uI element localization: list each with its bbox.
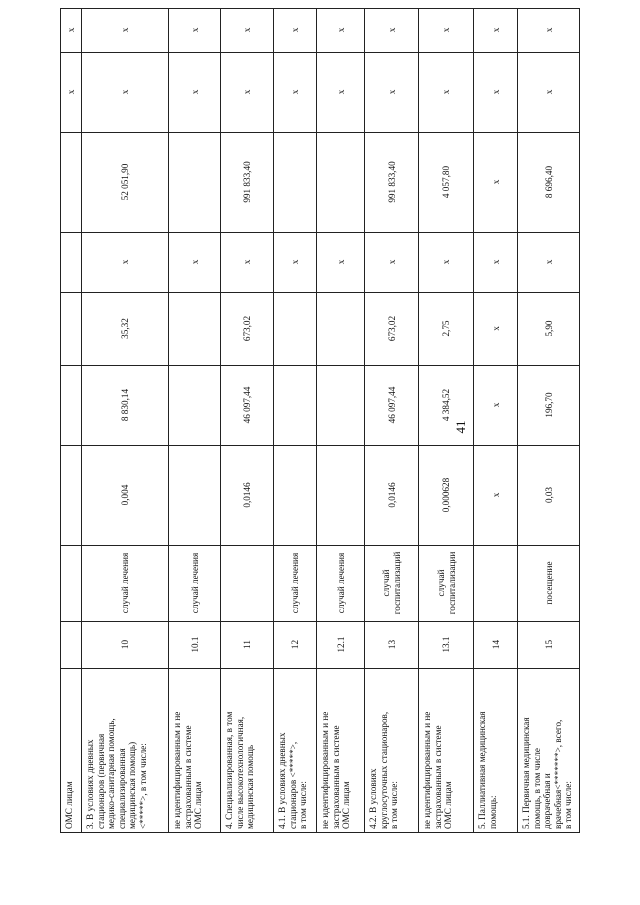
table-cell-cost-per-unit — [364, 365, 418, 445]
table-cell-per-capita-x — [418, 232, 473, 292]
table-cell-line-number — [220, 621, 273, 668]
table-cell-norm — [273, 445, 316, 545]
cell-text: 52 051,90 — [120, 163, 131, 201]
cell-text: х — [490, 259, 501, 265]
cell-text: х — [290, 89, 301, 95]
table-cell-norm — [168, 445, 220, 545]
table-cell-cost-per-unit — [418, 365, 473, 445]
table-cell-x — [418, 8, 473, 52]
cell-text: случай госпитализаций — [381, 551, 402, 615]
cell-text: х — [386, 89, 397, 95]
cell-text: 196,70 — [544, 392, 555, 418]
cell-text: х — [441, 89, 452, 95]
table-cell-total-x — [473, 52, 517, 132]
table-row — [81, 8, 168, 833]
table-cell-total-x — [517, 52, 580, 132]
cell-text — [242, 549, 273, 617]
table-cell-total-cost — [220, 132, 273, 232]
table-cell-total-x — [81, 52, 168, 132]
cell-text — [190, 136, 220, 228]
table-cell-total-cost — [473, 132, 517, 232]
cell-text: х — [242, 89, 253, 95]
table-cell-cost-per-unit — [168, 365, 220, 445]
table-cell-description — [473, 668, 517, 833]
table-cell-cost-per-unit — [220, 365, 273, 445]
cell-text — [190, 449, 220, 541]
table-cell-total-cost — [60, 132, 81, 232]
table-row — [220, 8, 273, 833]
table-cell-line-number — [81, 621, 168, 668]
cell-text: х — [290, 259, 301, 265]
cell-text: 673,02 — [242, 315, 253, 342]
cell-text: 991 833,40 — [242, 161, 253, 203]
cell-text: х — [120, 259, 131, 265]
table-cell-line-number — [316, 621, 364, 668]
table-cell-per-capita-x — [517, 232, 580, 292]
cell-text: 5.1. Первичная медицинская помощь, в том числе доврачебная и врачебная<*******>, всего, в том числе: — [521, 717, 574, 829]
cell-text: х — [335, 259, 346, 265]
cell-text: 8 696,40 — [544, 165, 555, 199]
cell-text: 3. В условиях дневных стационаров (первичная медико-санитарная помощь, специализированная медицинская помощь) <*****>, в том числе: — [85, 718, 148, 829]
table-cell-total-x — [418, 52, 473, 132]
table-cell-description — [81, 668, 168, 833]
cell-text — [290, 296, 316, 361]
table-cell-per-capita-x — [273, 232, 316, 292]
cell-text: х — [441, 259, 452, 265]
cell-text: 0,0146 — [386, 482, 397, 508]
cell-text: х — [490, 89, 501, 95]
cell-text: 4. Специализированная, в том числе высокотехнологичная, медицинская помощь — [224, 711, 256, 829]
table-cell-total-x — [168, 52, 220, 132]
cell-text: 0,000628 — [441, 477, 452, 513]
cell-text — [190, 369, 220, 441]
cell-text — [336, 136, 364, 228]
cell-text — [290, 449, 316, 541]
table-cell-x — [273, 8, 316, 52]
table-cell-per-capita — [364, 292, 418, 365]
table-cell-unit — [364, 545, 418, 621]
cell-text: х — [189, 27, 200, 33]
data-table — [60, 8, 580, 833]
cell-text: х — [386, 27, 397, 33]
table-row — [273, 8, 316, 833]
cell-text: х — [386, 259, 397, 265]
cell-text: 5. Паллиативная медицинская помощь: — [477, 711, 498, 829]
cell-text: х — [490, 27, 501, 33]
cell-text: 10 — [120, 639, 131, 650]
table-cell-per-capita — [418, 292, 473, 365]
table-cell-cost-per-unit — [517, 365, 580, 445]
table-cell-description — [364, 668, 418, 833]
table-row — [364, 8, 418, 833]
table-cell-per-capita-x — [364, 232, 418, 292]
table-cell-per-capita — [168, 292, 220, 365]
cell-text — [336, 449, 364, 541]
cell-text: посещение — [544, 561, 555, 605]
table-cell-unit — [220, 545, 273, 621]
cell-text — [290, 136, 316, 228]
table-cell-description — [517, 668, 580, 833]
table-cell-description — [316, 668, 364, 833]
cell-text — [491, 549, 517, 617]
cell-text — [66, 296, 81, 361]
cell-text: х — [290, 27, 301, 33]
table-cell-unit — [517, 545, 580, 621]
table-cell-per-capita-x — [316, 232, 364, 292]
cell-text — [336, 296, 364, 361]
cell-text: ОМС лицам — [64, 781, 74, 829]
table-cell-total-cost — [273, 132, 316, 232]
cell-text — [66, 625, 81, 664]
cell-text: х — [490, 492, 501, 498]
table-cell-line-number — [517, 621, 580, 668]
table-cell-total-cost — [418, 132, 473, 232]
table-cell-per-capita — [60, 292, 81, 365]
cell-text: 46 097,44 — [386, 386, 397, 424]
table-cell-norm — [473, 445, 517, 545]
cell-text: не идентифицированным и не застрахованным в системе ОМС лицам — [320, 711, 352, 829]
cell-text — [66, 549, 81, 617]
cell-text: х — [490, 402, 501, 408]
table-cell-cost-per-unit — [273, 365, 316, 445]
table-cell-per-capita-x — [60, 232, 81, 292]
cell-text: случай лечения — [290, 552, 301, 614]
cell-text: х — [120, 27, 131, 33]
cell-text: 14 — [490, 639, 501, 650]
cell-text: х — [490, 326, 501, 331]
table-cell-norm — [60, 445, 81, 545]
cell-text: не идентифицированным и не застрахованным в системе ОМС лицам — [172, 711, 204, 829]
cell-text: случай лечения — [335, 552, 346, 614]
table-cell-per-capita — [473, 292, 517, 365]
table-cell-line-number — [168, 621, 220, 668]
table-cell-total-cost — [168, 132, 220, 232]
cell-text: 13 — [386, 639, 397, 650]
cell-text: 0,03 — [544, 486, 555, 504]
table-cell-total-x — [316, 52, 364, 132]
cell-text: 8 830,14 — [120, 388, 131, 422]
table-cell-norm — [316, 445, 364, 545]
table-cell-total-x — [220, 52, 273, 132]
cell-text: 13.1 — [441, 636, 452, 653]
cell-text: 4.2. В условиях круглосуточных стационаров, в том числе: — [368, 711, 400, 829]
table-cell-per-capita — [81, 292, 168, 365]
table-cell-total-x — [273, 52, 316, 132]
cell-text: 15 — [544, 639, 555, 650]
cell-text: 11 — [242, 640, 253, 649]
cell-text: х — [441, 27, 452, 33]
table-cell-per-capita — [517, 292, 580, 365]
table-cell-total-cost — [316, 132, 364, 232]
table-cell-unit — [473, 545, 517, 621]
cell-text: х — [120, 89, 131, 95]
table-row — [316, 8, 364, 833]
cell-text: 4 384,52 — [441, 388, 452, 422]
table-cell-norm — [517, 445, 580, 545]
table-cell-total-cost — [81, 132, 168, 232]
table-cell-per-capita — [316, 292, 364, 365]
table-cell-unit — [418, 545, 473, 621]
table-cell-norm — [418, 445, 473, 545]
cell-text — [66, 449, 81, 541]
cell-text — [66, 236, 81, 288]
cell-text: 35,32 — [120, 318, 131, 339]
table-cell-cost-per-unit — [473, 365, 517, 445]
table-cell-unit — [168, 545, 220, 621]
table-cell-total-cost — [364, 132, 418, 232]
cell-text: 4 057,80 — [441, 165, 452, 199]
table-cell-description — [273, 668, 316, 833]
table-cell-total-cost — [517, 132, 580, 232]
cell-text: х — [335, 27, 346, 33]
table-cell-line-number — [418, 621, 473, 668]
cell-text: х — [189, 89, 200, 95]
table-row — [418, 8, 473, 833]
table-cell-total-x — [364, 52, 418, 132]
table-cell-x — [364, 8, 418, 52]
page-number: 41 — [453, 420, 468, 434]
cell-text: х — [66, 27, 77, 33]
table-cell-unit — [316, 545, 364, 621]
table-cell-norm — [220, 445, 273, 545]
table-cell-description — [168, 668, 220, 833]
table-cell-cost-per-unit — [316, 365, 364, 445]
table-cell-cost-per-unit — [81, 365, 168, 445]
table-row — [60, 8, 81, 833]
cell-text: х — [544, 89, 555, 95]
cell-text: х — [544, 27, 555, 33]
cell-text — [290, 369, 316, 441]
cell-text: случай лечения — [120, 552, 131, 614]
table-cell-line-number — [473, 621, 517, 668]
table-cell-unit — [273, 545, 316, 621]
cell-text: х — [189, 259, 200, 265]
table-cell-x — [81, 8, 168, 52]
cell-text: х — [242, 27, 253, 33]
table-cell-total-x — [60, 52, 81, 132]
table-cell-norm — [81, 445, 168, 545]
table-cell-x — [60, 8, 81, 52]
table-cell-norm — [364, 445, 418, 545]
cell-text — [336, 369, 364, 441]
cell-text: 673,02 — [386, 315, 397, 342]
table-cell-per-capita — [273, 292, 316, 365]
table-row — [473, 8, 517, 833]
cell-text: 46 097,44 — [242, 386, 253, 424]
table-cell-line-number — [364, 621, 418, 668]
cell-text: х — [66, 89, 77, 95]
table-cell-x — [473, 8, 517, 52]
cell-text: не идентифицированным и не застрахованным в системе ОМС лицам — [422, 711, 454, 829]
cell-text: 4.1. В условиях дневных стационаров <*****>, в том числе: — [277, 732, 309, 829]
table-cell-unit — [60, 545, 81, 621]
cell-text: 10.1 — [189, 636, 200, 653]
table-cell-x — [168, 8, 220, 52]
table-cell-per-capita-x — [168, 232, 220, 292]
cell-text: 991 833,40 — [386, 161, 397, 203]
table-cell-cost-per-unit — [60, 365, 81, 445]
table-cell-per-capita-x — [220, 232, 273, 292]
table-cell-unit — [81, 545, 168, 621]
cell-text: х — [335, 89, 346, 95]
cell-text: 12 — [290, 639, 301, 650]
cell-text: случай лечения — [189, 552, 200, 614]
cell-text: случай госпитализации — [435, 551, 457, 615]
table-cell-description — [60, 668, 81, 833]
table-cell-line-number — [60, 621, 81, 668]
table-row — [168, 8, 220, 833]
cell-text: х — [242, 259, 253, 265]
cell-text — [66, 136, 81, 228]
cell-text: 0,0146 — [242, 482, 253, 508]
cell-text: 12.1 — [335, 636, 346, 653]
table-cell-x — [517, 8, 580, 52]
cell-text — [190, 296, 220, 361]
table-cell-x — [316, 8, 364, 52]
table-cell-per-capita-x — [81, 232, 168, 292]
cell-text — [66, 369, 81, 441]
cell-text: 0,004 — [120, 484, 131, 506]
table-cell-x — [220, 8, 273, 52]
table-cell-per-capita — [220, 292, 273, 365]
table-cell-description — [220, 668, 273, 833]
cell-text: 5,90 — [544, 320, 555, 337]
table-cell-description — [418, 668, 473, 833]
cell-text: х — [490, 179, 501, 185]
table-cell-line-number — [273, 621, 316, 668]
cell-text: 2,75 — [441, 320, 452, 337]
table-cell-per-capita-x — [473, 232, 517, 292]
cell-text: х — [544, 259, 555, 265]
table-row — [517, 8, 580, 833]
